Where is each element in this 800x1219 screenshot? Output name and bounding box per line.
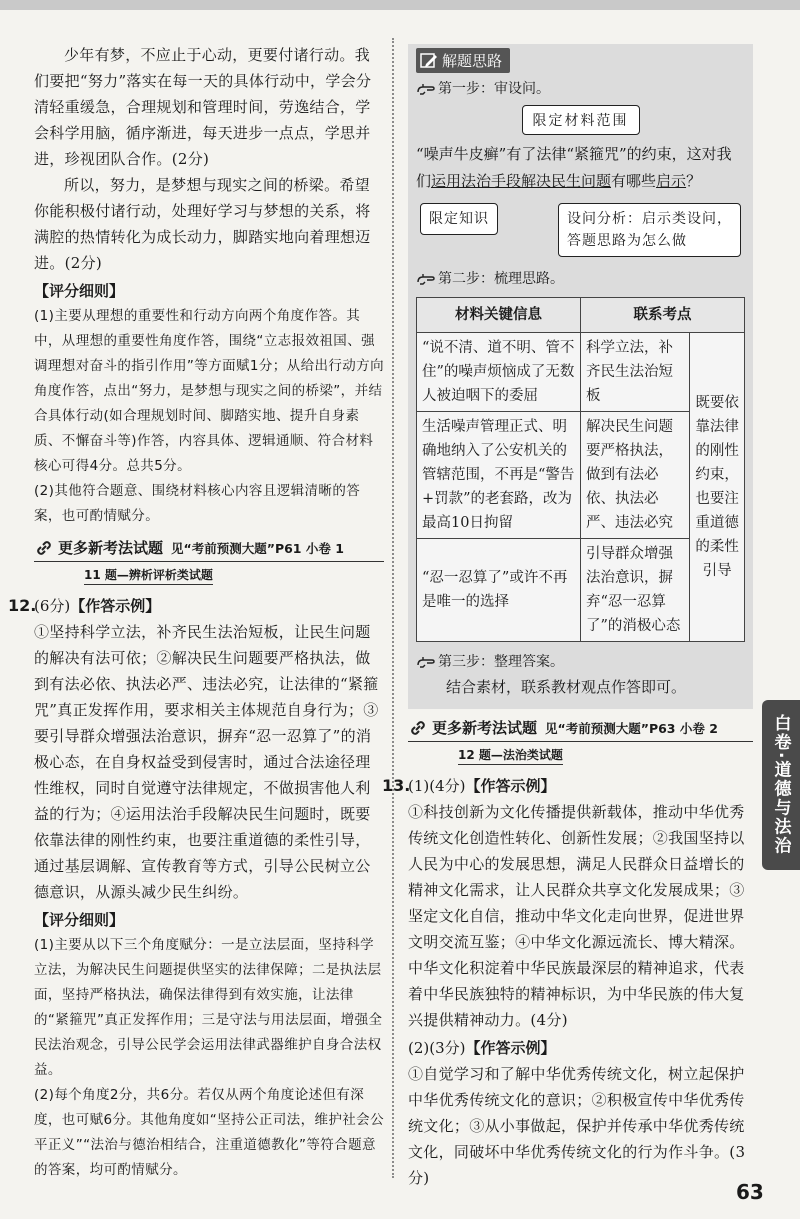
question-prompt-underline-2: 启示: [656, 172, 687, 190]
question-score: (2)(3分): [408, 1039, 466, 1057]
bubble-material-scope: 限定材料范围: [522, 105, 640, 135]
bubble-analysis-line-1: 设问分析：启示类设问，: [567, 211, 732, 227]
more-questions-reference: 见“考前预测大题”P63 小卷 2: [545, 720, 718, 736]
subject-side-tab: [762, 700, 800, 870]
bubble-knowledge-scope: 限定知识: [420, 203, 498, 235]
rubric-2-item-2: (2)每个角度2分，共6分。若仅从两个角度论述但有深度，也可赋6分。其他角度如“坚持公正司法，维护社会公平正义”“法治与德治相结合，注重道德教化”等符合题意的答案，均可酌情赋分。: [34, 1087, 384, 1178]
rubric-2-item-1: (1)主要从以下三个角度赋分：一是立法层面，坚持科学立法，为解决民生问题提供坚实的法律保障；二是执法层面，坚持严格执法，确保法律得到有效实施，让法律的“紧箍咒”真正发挥作用；三是守法与用法层面，增强全民法治观念，引导公民学会运用法律武器维护自身合法权益。: [34, 937, 383, 1078]
step-3-text: 第三步：整理答案。: [438, 654, 564, 670]
table-row: [417, 333, 745, 412]
question-12-header: [8, 593, 384, 619]
table-cell-info: 生活噪声管理正式、明确地纳入了公安机关的管辖范围，不再是“警告+罚款”的老套路，改为最高10日拘留: [417, 412, 581, 539]
right-column: [382, 44, 753, 1191]
question-number: 12.: [8, 596, 37, 615]
solution-thinking-tag: [416, 48, 510, 73]
answer-example-label: 【作答示例】: [70, 597, 161, 615]
rubric-1-item-1: (1)主要从理想的重要性和行动方向两个角度作答。其中，从理想的重要性角度作答，围绕“立志报效祖国、强调理想对奋斗的指引作用”等方面赋1分；从给出行动方向角度作答，点出“努力，是梦想与现实之间的桥梁”，并结合具体行动(如合理规划时间、脚踏实地、提升自身素质、不懈奋斗等)作答，内容具体、逻辑通顺、符合材料核心可得4分。总共5分。: [34, 308, 384, 474]
bubble-analysis-line-2: 答题思路为怎么做: [567, 233, 687, 249]
answer-paragraph-2: 所以，努力，是梦想与现实之间的桥梁。希望你能积极付诸行动，处理好学习与梦想的关系，将满腔的热情转化为成长动力，脚踏实地向着理想迈进。(2分): [34, 176, 371, 272]
question-number: 13.: [382, 776, 411, 795]
pointing-hand-icon: [416, 82, 436, 96]
more-questions-subtitle: 11 题—辨析评析类试题: [84, 566, 213, 585]
column-divider: [392, 38, 394, 1178]
step-1: [416, 77, 745, 101]
more-questions-title: 更多新考法试题: [58, 539, 164, 557]
subject-side-tab-label: 白卷·道德与法治: [770, 714, 791, 856]
more-questions-title: 更多新考法试题: [432, 719, 538, 737]
table-header-points: 联系考点: [581, 298, 745, 333]
step-1-text: 第一步：审设问。: [438, 81, 550, 97]
table-cell-point: 科学立法，补齐民生法治短板: [581, 333, 690, 412]
question-prompt-underline-1: 运用法治手段解决民生问题: [431, 172, 612, 190]
table-cell-point: 引导群众增强法治意识，摒弃“忍一忍算了”的消极心态: [581, 539, 690, 642]
analysis-table: [416, 297, 745, 642]
rubric-1-item-2: (2)其他符合题意、围绕材料核心内容且逻辑清晰的答案，也可酌情赋分。: [34, 483, 361, 524]
left-column: [8, 42, 384, 1183]
step-3: [416, 650, 745, 674]
question-13-header: [382, 773, 753, 799]
step-3-content: 结合素材，联系教材观点作答即可。: [446, 678, 687, 696]
bubble-question-analysis: [558, 203, 741, 257]
solution-thinking-box: [408, 44, 753, 709]
answer-paragraph-1: 少年有梦，不应止于心动，更要付诸行动。我们要把“努力”落实在每一天的具体行动中，学会分清轻重缓急，合理规划和管理时间，劳逸结合，学会科学用脑，循序渐进，每天进步一点点，学思并进，珍视团队合作。(2分): [34, 46, 372, 168]
question-prompt-part-1: “噪声牛皮癣”有了法律“紧箍咒”的约束，这对我们: [416, 145, 732, 190]
answer-example-label: 【作答示例】: [465, 777, 556, 795]
more-questions-subtitle: 12 题—法治类试题: [458, 746, 563, 765]
question-prompt-part-3: ？: [686, 172, 702, 190]
rubric-heading-2: 【评分细则】: [34, 911, 125, 929]
question-13-2-header: [408, 1035, 753, 1061]
question-prompt-part-2: 有哪些: [611, 172, 657, 190]
link-icon: [34, 538, 54, 558]
question-score: (6分): [34, 597, 71, 615]
pencil-icon: [420, 53, 438, 69]
question-score: (1)(4分): [408, 777, 466, 795]
table-cell-point: 解决民生问题要严格执法，做到有法必依、执法必严、违法必究: [581, 412, 690, 539]
more-questions-reference: 见“考前预测大题”P61 小卷 1: [171, 540, 344, 556]
step-2-text: 第二步：梳理思路。: [438, 271, 564, 287]
question-12-answer: ①坚持科学立法，补齐民生法治短板，让民生问题的解决有法可依；②解决民生问题要严格执法，做到有法必依、执法必严、违法必究，让法律的“紧箍咒”真正发挥作用，要求相关主体规范自身行为；③要引导群众增强法治意识，摒弃“忍一忍算了”的消极心态，在自身权益受到侵害时，通过合法途径理性维权，同时自觉遵守法律规定，不做损害他人利益的行为；④运用法治手段解决民生问题时，既要依靠法律的刚性约束，也要注重道德的柔性引导，通过基层调解、宣传教育等方式，引导公民树立公德意识，从源头减少民生纠纷。: [34, 623, 379, 901]
pointing-hand-icon: [416, 655, 436, 669]
link-icon: [408, 718, 428, 738]
table-cell-merged-point: 既要依靠法律的刚性约束，也要注重道德的柔性引导: [690, 333, 745, 642]
table-cell-info: “忍一忍算了”或许不再是唯一的选择: [417, 539, 581, 642]
rubric-heading-1: 【评分细则】: [34, 282, 125, 300]
table-header-info: 材料关键信息: [417, 298, 581, 333]
page-number: 63: [736, 1180, 764, 1204]
table-cell-info: “说不清、道不明、管不住”的噪声烦恼成了无数人被迫咽下的委屈: [417, 333, 581, 412]
step-2: [416, 267, 745, 291]
pointing-hand-icon: [416, 272, 436, 286]
more-questions-box-1: [34, 537, 384, 562]
question-13-1-answer: ①科技创新为文化传播提供新载体，推动中华优秀传统文化创造性转化、创新性发展；②我国坚持以人民为中心的发展思想，满足人民群众日益增长的精神文化需求，让人民群众共享文化发展成果；③坚定文化自信，推动中华文化走向世界，促进世界文明交流互鉴；④中华文化源远流长、博大精深。中华文化积淀着中华民族最深层的精神追求，代表着中华民族独特的精神标识，为中华民族的伟大复兴提供精神动力。(4分): [408, 803, 745, 1029]
question-13-2-answer: ①自觉学习和了解中华优秀传统文化，树立起保护中华优秀传统文化的意识；②积极宣传中华优秀传统文化；③从小事做起，保护并传承中华优秀传统文化，同破坏中华优秀传统文化的行为作斗争。(3分): [408, 1065, 746, 1187]
more-questions-box-2: [408, 717, 753, 742]
answer-example-label: 【作答示例】: [465, 1039, 556, 1057]
question-prompt: [416, 141, 745, 195]
solution-thinking-label: 解题思路: [442, 52, 503, 70]
